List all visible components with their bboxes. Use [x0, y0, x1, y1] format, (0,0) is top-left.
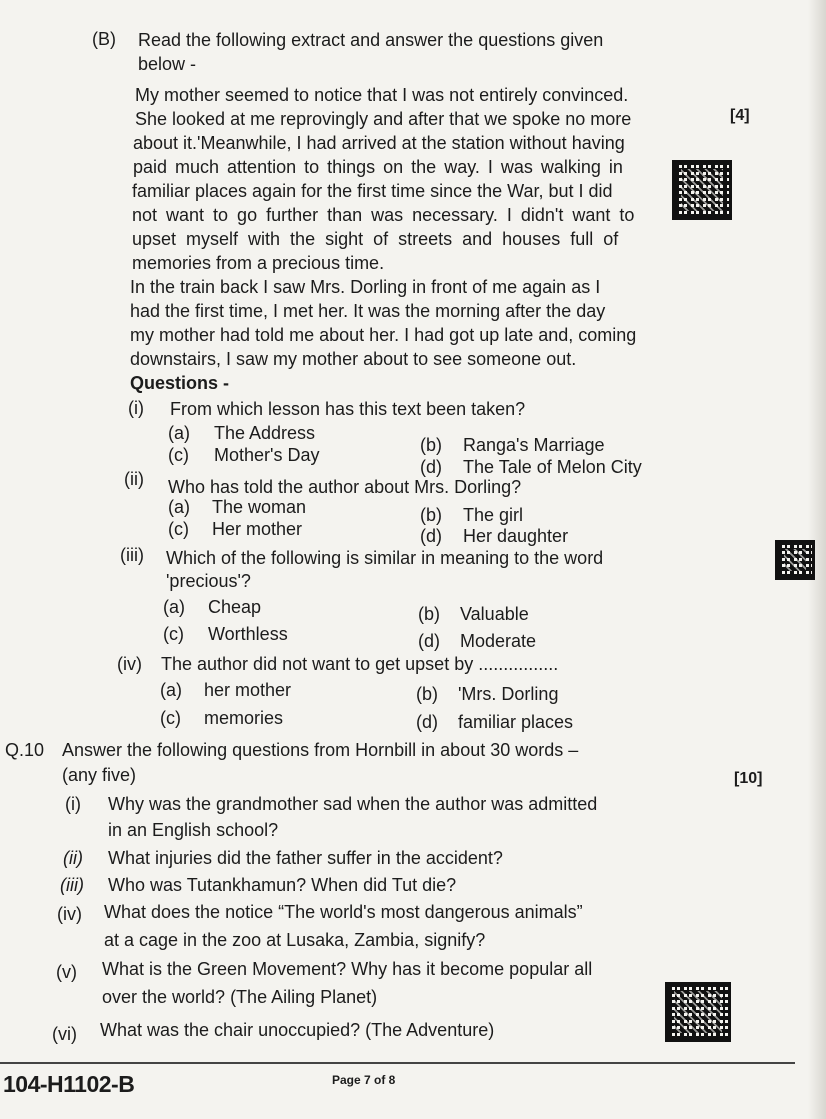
passage-line: She looked at me reprovingly and after that we spoke no more	[135, 109, 632, 129]
option-text: Her mother	[212, 519, 303, 539]
option-letter: (a)	[163, 597, 185, 617]
passage-line: paid much attention to things on the way. I was walking in	[133, 157, 623, 177]
option-letter: (a)	[168, 497, 190, 517]
passage-line: downstairs, I saw my mother about to see someone out.	[130, 349, 577, 369]
option-letter: (c)	[168, 445, 189, 465]
option-text: familiar places	[458, 712, 574, 732]
option-text: Cheap	[208, 597, 262, 617]
question-number: (i)	[128, 398, 144, 418]
item-number: (v)	[56, 962, 77, 982]
item-number: (iv)	[57, 904, 82, 924]
item-text: What is the Green Movement? Why has it become popular all	[102, 959, 593, 979]
option-text: Worthless	[208, 624, 288, 644]
question-number: (ii)	[124, 469, 144, 489]
question-text: Which of the following is similar in meaning to the word	[166, 548, 604, 568]
option-letter: (d)	[416, 712, 438, 732]
question-number: (iii)	[120, 545, 144, 565]
option-letter: (b)	[418, 604, 440, 624]
option-letter: (c)	[163, 624, 184, 644]
option-letter: (b)	[420, 435, 442, 455]
question-text: From which lesson has this text been taken?	[170, 399, 526, 419]
footer-divider	[0, 1062, 795, 1064]
passage-line: familiar places again for the first time since the War, but I did	[132, 181, 613, 201]
item-number: (i)	[65, 794, 81, 814]
option-letter: (a)	[160, 680, 182, 700]
option-text: Valuable	[460, 604, 529, 624]
passage-line: In the train back I saw Mrs. Dorling in front of me again as I	[130, 277, 601, 297]
option-letter: (b)	[420, 505, 442, 525]
passage-line: My mother seemed to notice that I was not entirely convinced.	[135, 85, 629, 105]
option-letter: (d)	[420, 526, 442, 546]
marks: [4]	[730, 107, 750, 124]
qr-code-bottom	[665, 982, 731, 1042]
paper-code: 104-H1102-B	[3, 1071, 135, 1097]
option-letter: (a)	[168, 423, 190, 443]
option-text: her mother	[204, 680, 292, 700]
item-text-cont: in an English school?	[108, 820, 279, 840]
option-text: The Address	[214, 423, 316, 443]
option-letter: (c)	[160, 708, 181, 728]
instruction: Read the following extract and answer the questions given	[138, 30, 604, 50]
page-number: Page 7 of 8	[332, 1073, 396, 1087]
item-text: What does the notice “The world's most dangerous animals”	[104, 902, 583, 922]
option-letter: (d)	[420, 457, 442, 477]
passage-line: had the first time, I met her. It was the morning after the day	[130, 301, 606, 321]
option-text: Ranga's Marriage	[463, 435, 605, 455]
option-letter: (b)	[416, 684, 438, 704]
option-text: Moderate	[460, 631, 537, 651]
item-number: (vi)	[52, 1024, 77, 1044]
item-text: What injuries did the father suffer in the accident?	[108, 848, 503, 868]
instruction-cont: below -	[138, 54, 197, 74]
passage-line: memories from a precious time.	[132, 253, 385, 273]
question-number: (iv)	[117, 654, 142, 674]
qr-code-top	[672, 160, 732, 220]
option-text: 'Mrs. Dorling	[458, 684, 559, 704]
questions-heading: Questions -	[130, 373, 230, 393]
question-text-cont: 'precious'?	[166, 571, 251, 591]
passage-line: not want to go further than was necessary. I didn't want to	[132, 205, 635, 225]
passage-line: upset myself with the sight of streets and houses full of	[132, 229, 619, 249]
q10-instruction-cont: (any five)	[62, 765, 137, 785]
option-letter: (d)	[418, 631, 440, 651]
option-text: The girl	[463, 505, 524, 525]
q10-label: Q.10	[5, 740, 45, 760]
passage-line: my mother had told me about her. I had got up late and, coming	[130, 325, 637, 345]
section-label: (B)	[92, 29, 116, 49]
question-text: The author did not want to get upset by ................	[161, 654, 559, 674]
option-text: The Tale of Melon City	[463, 457, 642, 477]
item-number: (ii)	[63, 848, 83, 868]
item-text: Why was the grandmother sad when the author was admitted	[108, 794, 598, 814]
passage-line: about it.'Meanwhile, I had arrived at the station without having	[133, 133, 625, 153]
qr-code-middle	[775, 540, 815, 580]
item-text: Who was Tutankhamun? When did Tut die?	[108, 875, 457, 895]
item-number: (iii)	[60, 875, 84, 895]
option-letter: (c)	[168, 519, 189, 539]
q10-marks: [10]	[734, 770, 763, 787]
option-text: Mother's Day	[214, 445, 320, 465]
q10-instruction: Answer the following questions from Hornbill in about 30 words –	[62, 740, 579, 760]
option-text: The woman	[212, 497, 307, 517]
item-text: What was the chair unoccupied? (The Adventure)	[100, 1020, 495, 1040]
item-text-cont: over the world? (The Ailing Planet)	[102, 987, 378, 1007]
item-text-cont: at a cage in the zoo at Lusaka, Zambia, signify?	[104, 930, 486, 950]
question-text: Who has told the author about Mrs. Dorling?	[168, 477, 522, 497]
option-text: Her daughter	[463, 526, 569, 546]
option-text: memories	[204, 708, 284, 728]
